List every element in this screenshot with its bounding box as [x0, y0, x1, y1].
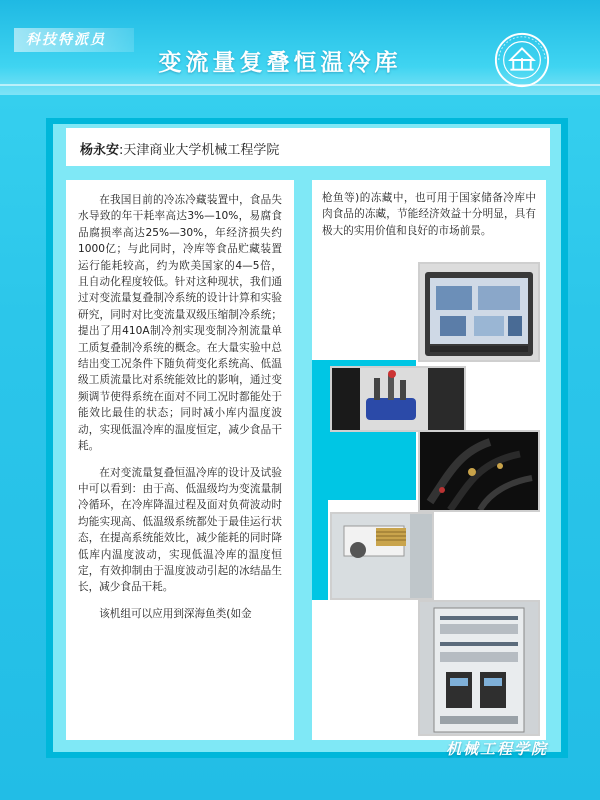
article-paragraph-3: 该机组可以应用到深海鱼类(如金 — [99, 607, 252, 620]
author-affiliation: 天津商业大学机械工程学院 — [123, 143, 280, 158]
compressor-photo — [330, 366, 466, 432]
article-paragraph-2: 在对变流量复叠恒温冷库的设计及试验中可以看到：由于高、低温级均为变流量制冷循环，在冷库降温过程及面对负荷波动时均能实现高、低温级系统都处于最佳运行状态，在提高系统能效比，减少能耗的同时降低库内温度波动，实现低温冷库的温度恒定，有效抑制由于温度波动引起的冰结晶生长，减少食品干耗。 — [78, 466, 282, 594]
university-seal-icon — [493, 31, 551, 89]
photo-accent-block — [312, 500, 328, 600]
poster-title: 变流量复叠恒温冷库 — [158, 50, 402, 76]
piping-image — [420, 432, 538, 510]
control-panel-photo — [418, 262, 540, 362]
evaporator-image — [332, 514, 432, 598]
author-separator: : — [119, 143, 124, 158]
section-tag: 科技特派员 — [14, 28, 134, 52]
compressor-image — [332, 368, 464, 430]
control-cabinet-image — [420, 602, 538, 734]
article-continuation: 枪鱼等)的冻藏中，也可用于国家储备冷库中肉食品的冻藏，节能经济效益十分明显，具有极大的实用价值和良好的市场前景。 — [322, 192, 536, 237]
author-line — [80, 139, 279, 158]
control-panel-image — [420, 264, 538, 360]
piping-photo — [418, 430, 540, 512]
author-name: 杨永安 — [80, 143, 120, 158]
article-column-left — [66, 180, 294, 740]
evaporator-photo — [330, 512, 434, 600]
article-paragraph-1: 在我国目前的冷冻冷藏装置中，食品失水导致的年干耗率高达3%—10%，易腐食品腐损率高达25%—30%，年经济损失约1000亿；与此同时，冷库等食品贮藏装置运行能耗较高，约为欧美国家的4—5倍，且自动化程度较低。针对这种现状，我们通过对变流量复叠制冷系统的设计计算和实验研究，同时对比变流量双级压缩制冷系统；提出了用410A制冷剂实现变制冷剂流量单工质复叠制冷系统的概念。在大量实验中总结出变工况条件下随负荷变化系统高、低温级工质流量比对系统能效比的影响，通过变频调节使得系统在面对不同工况时都能处于能效比最佳的状态；同时减小库内温度波动，实现低温冷库的温度恒定，减少食品干耗。 — [78, 194, 282, 453]
control-cabinet-photo — [418, 600, 540, 736]
footer-department: 机械工程学院 — [446, 740, 549, 758]
